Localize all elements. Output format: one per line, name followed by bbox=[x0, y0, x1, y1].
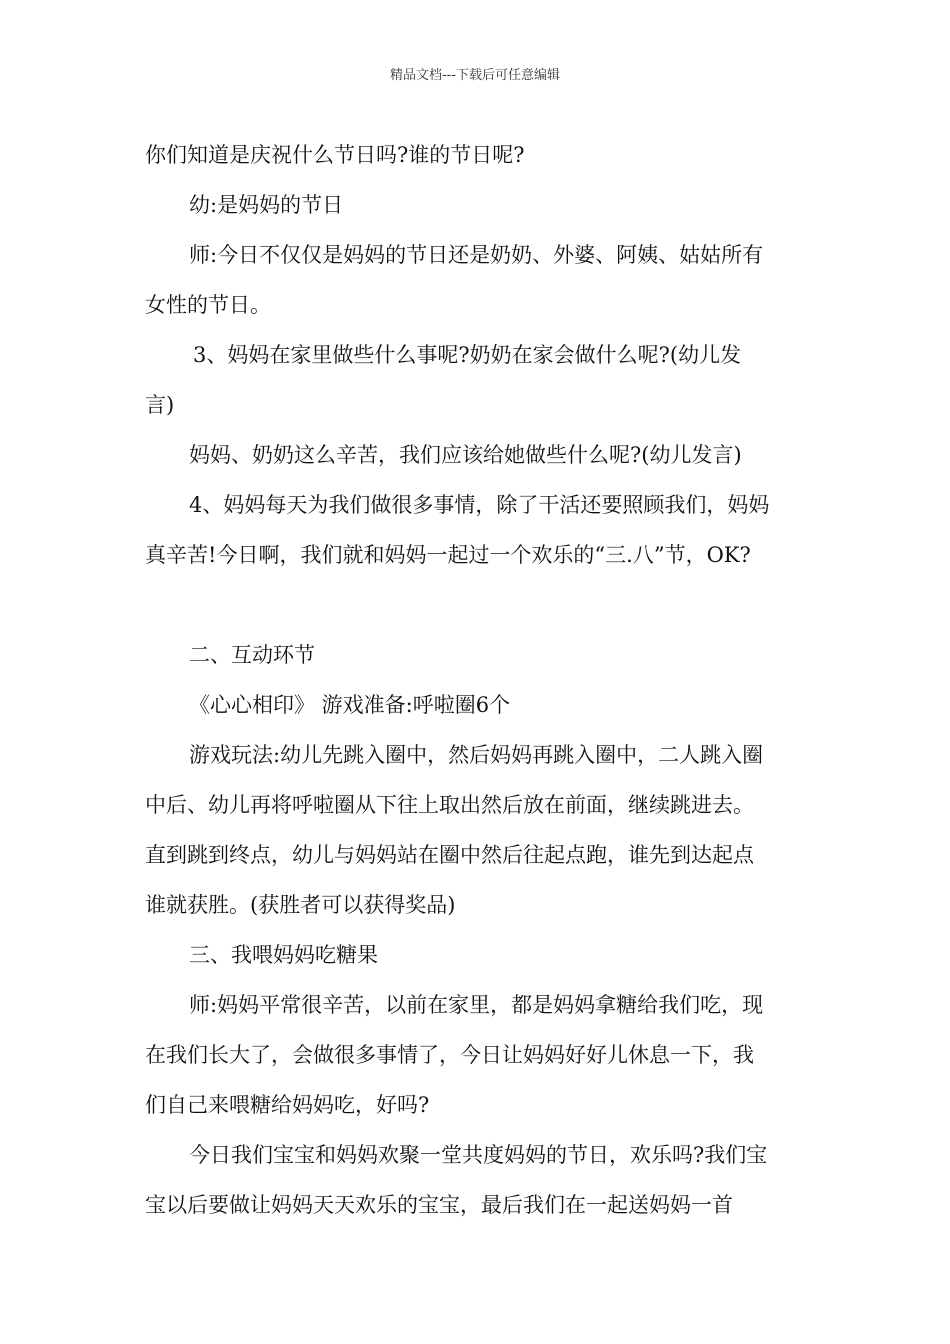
text-line: 幼:是妈妈的节日 bbox=[189, 193, 344, 217]
text-line: 师:妈妈平常很辛苦，以前在家里，都是妈妈拿糖给我们吃，现 bbox=[189, 993, 764, 1017]
text-line: 真辛苦!今日啊，我们就和妈妈一起过一个欢乐的“三.八”节，OK? bbox=[145, 543, 751, 567]
text-line: 游戏玩法:幼儿先跳入圈中，然后妈妈再跳入圈中，二人跳入圈 bbox=[189, 743, 764, 767]
text-line: 谁就获胜。(获胜者可以获得奖品) bbox=[145, 893, 456, 917]
section-heading: 三、我喂妈妈吃糖果 bbox=[189, 943, 378, 967]
text-line: 师:今日不仅仅是妈妈的节日还是奶奶、外婆、阿姨、姑姑所有 bbox=[189, 243, 764, 267]
text-line: 3、妈妈在家里做些什么事呢?奶奶在家会做什么呢?(幼儿发 bbox=[193, 343, 742, 367]
text-line: 《心心相印》 游戏准备:呼啦圈6个 bbox=[189, 693, 511, 717]
text-line: 4、妈妈每天为我们做很多事情，除了干活还要照顾我们，妈妈 bbox=[189, 493, 770, 517]
paragraph-gap bbox=[145, 580, 810, 630]
text-line: 你们知道是庆祝什么节日吗?谁的节日呢? bbox=[145, 143, 525, 167]
page-header: 精品文档---下载后可任意编辑 bbox=[389, 68, 561, 83]
text-line: 妈妈、奶奶这么辛苦，我们应该给她做些什么呢?(幼儿发言) bbox=[189, 443, 742, 467]
text-line: 言) bbox=[145, 393, 175, 417]
text-line: 们自己来喂糖给妈妈吃，好吗? bbox=[145, 1093, 430, 1117]
text-line: 今日我们宝宝和妈妈欢聚一堂共度妈妈的节日，欢乐吗?我们宝 bbox=[189, 1143, 768, 1167]
text-line: 在我们长大了，会做很多事情了，今日让妈妈好好儿休息一下，我 bbox=[145, 1043, 754, 1067]
text-line: 直到跳到终点，幼儿与妈妈站在圈中然后往起点跑，谁先到达起点 bbox=[145, 843, 754, 867]
text-line: 中后、幼儿再将呼啦圈从下往上取出然后放在前面，继续跳进去。 bbox=[145, 793, 754, 817]
text-line: 女性的节日。 bbox=[145, 293, 271, 317]
document-body bbox=[145, 130, 810, 1230]
section-heading: 二、互动环节 bbox=[189, 643, 315, 667]
text-line: 宝以后要做让妈妈天天欢乐的宝宝，最后我们在一起送妈妈一首 bbox=[145, 1193, 733, 1217]
